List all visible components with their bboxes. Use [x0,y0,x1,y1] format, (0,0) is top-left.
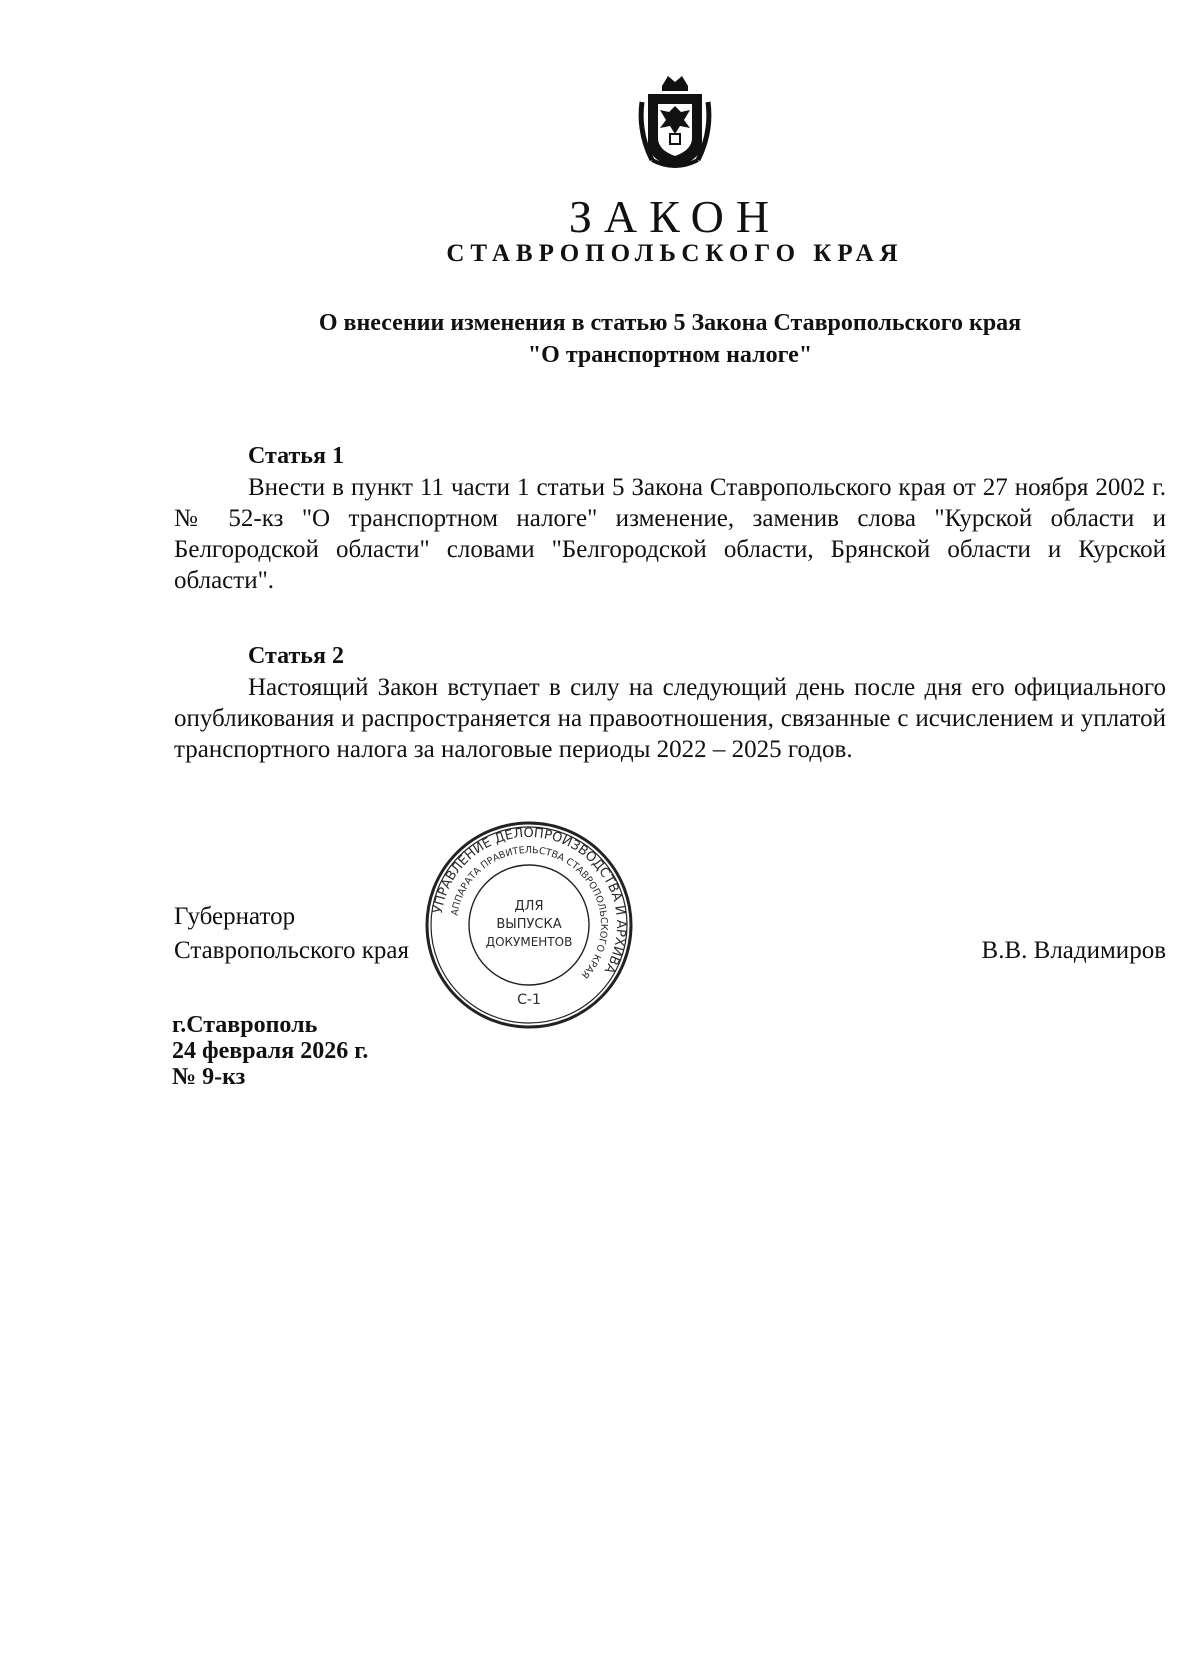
law-region: СТАВРОПОЛЬСКОГО КРАЯ [446,240,904,267]
article-2-text: Настоящий Закон вступает в силу на следующий день после дня его официального опубликования и распространяется на правоотношения, связанные с исчислением и уплатой транспортного налога за налоговые периоды 2022 – 2025 годов. [174,674,1166,763]
stamp-center-line3: ДОКУМЕНТОВ [485,935,573,949]
law-date: 24 февраля 2026 г. [172,1038,369,1064]
place-date-number [172,1012,368,1090]
official-stamp [424,820,634,1030]
article-2-title: Статья 2 [248,643,344,669]
signer-post-line2: Ставропольского края [174,937,409,964]
article-2 [174,640,1166,765]
stamp-inner-text: АППАРАТА ПРАВИТЕЛЬСТВА СТАВРОПОЛЬСКОГО КРАЯ [449,844,610,981]
law-heading-line2: "О транспортном налоге" [527,342,813,368]
stamp-outer-text: УПРАВЛЕНИЕ ДЕЛОПРОИЗВОДСТВА И АРХИВА [430,825,629,976]
law-title: ЗАКОН [568,191,782,242]
article-1-title: Статья 1 [248,443,344,469]
article-1-text: Внести в пункт 11 части 1 статьи 5 Закона Ставропольского края от 27 ноября 2002 г. № 52-кз "О транспортном налоге" изменение, заменив слова "Курской области и Белгородской области" словами "Белгородской области, Брянской области и Курской области". [174,474,1166,594]
law-heading-line1: О внесении изменения в статью 5 Закона Ставропольского края [318,310,1022,336]
law-number: № 9-кз [172,1064,246,1090]
place-city: г.Ставрополь [172,1012,318,1038]
coat-of-arms-icon [634,72,716,172]
stamp-center-line1: ДЛЯ [514,899,544,914]
signer-post-line1: Губернатор [174,903,296,930]
signer-post [174,900,409,968]
stamp-center-line2: ВЫПУСКА [496,917,562,932]
stamp-code: С-1 [517,992,541,1008]
signer-name: В.В. Владимиров [981,937,1166,964]
law-heading [200,307,1140,371]
article-1 [174,440,1166,596]
